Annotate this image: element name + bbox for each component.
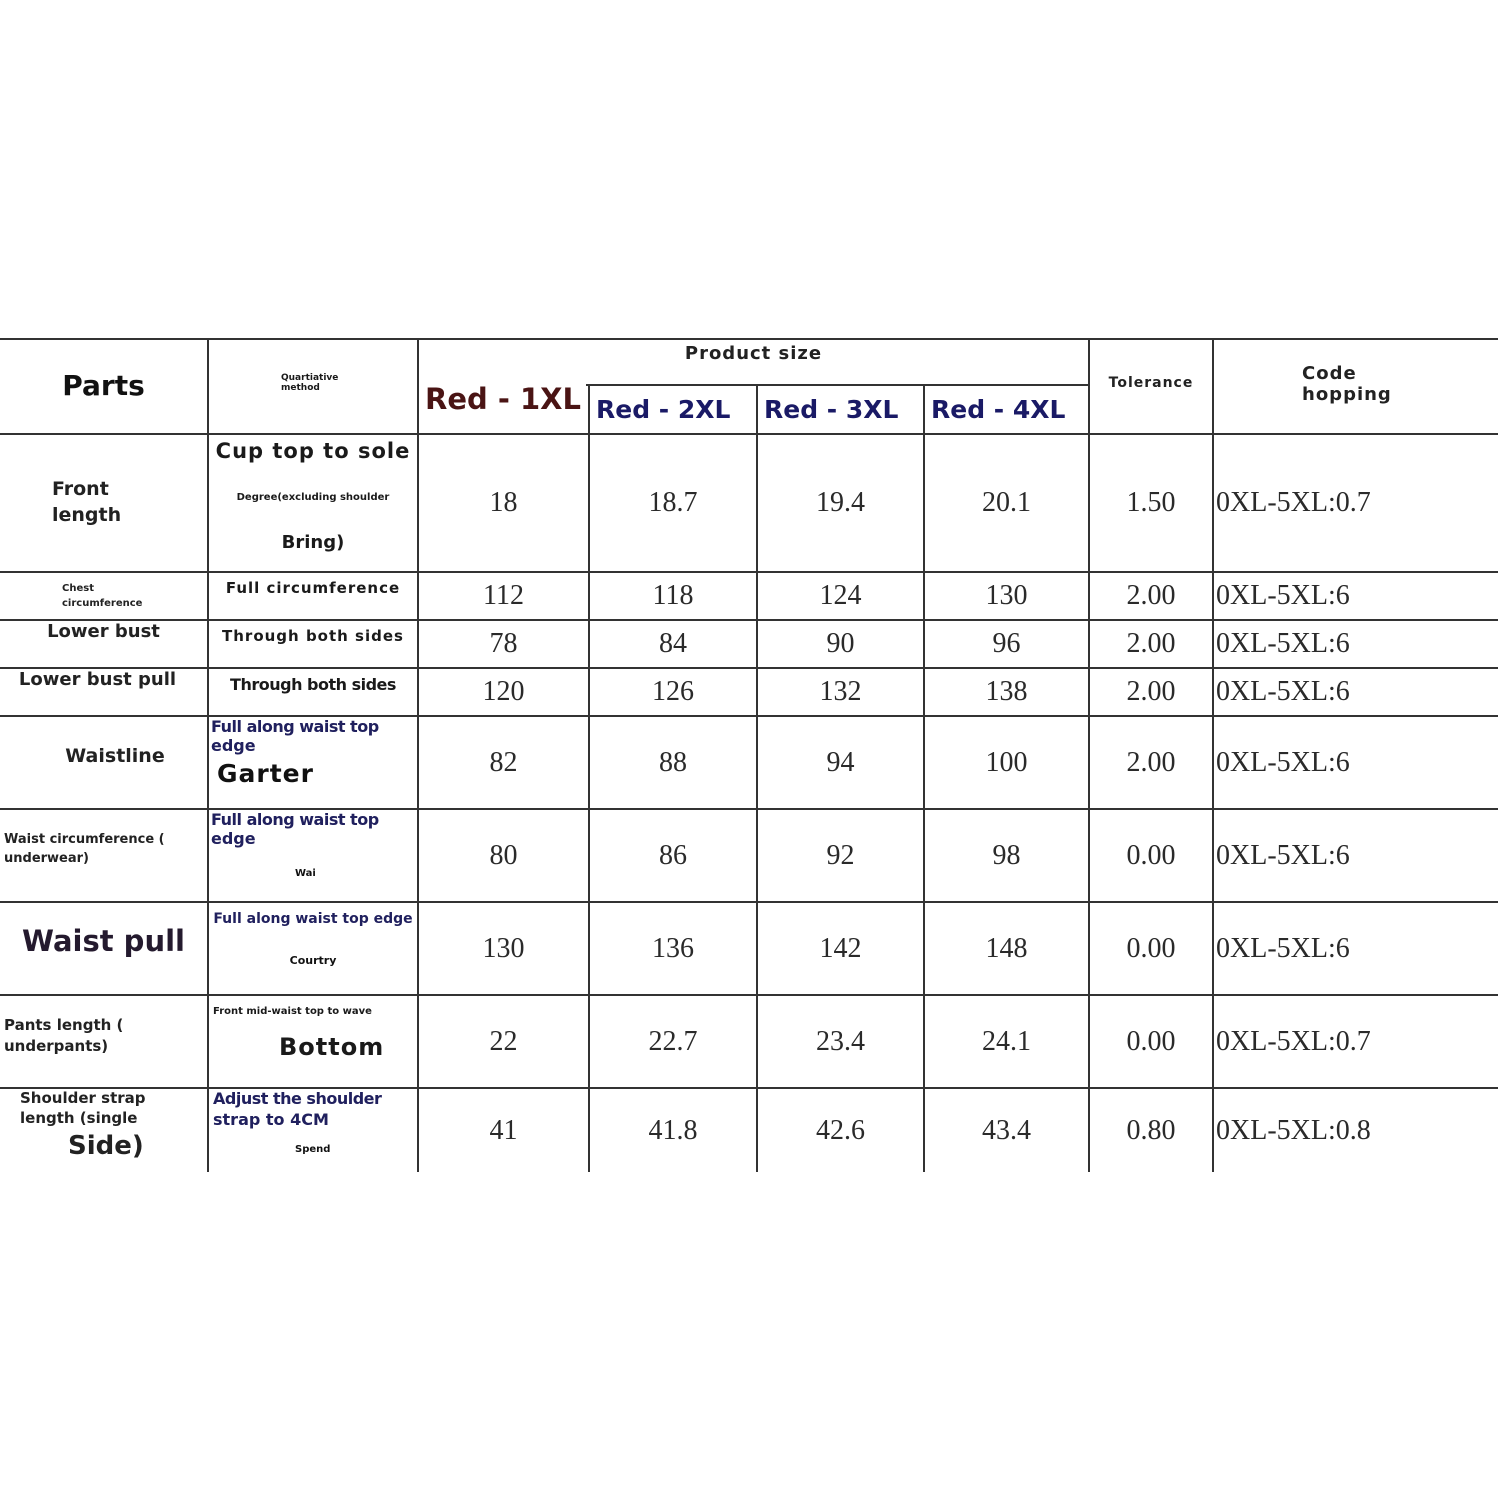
tolerance-cell	[1090, 903, 1212, 994]
header-code-label: hopping	[1302, 384, 1392, 405]
header-size-1xl	[419, 374, 586, 424]
value-text: 112	[483, 580, 524, 611]
value-cell	[590, 717, 756, 808]
part-shoulder-strap-length	[0, 1081, 207, 1172]
part-label: Lower bust pull	[18, 668, 177, 690]
method-pants-length	[209, 996, 417, 1087]
value-text: 92	[826, 839, 855, 871]
method-label: Garter	[217, 759, 314, 789]
value-text: 142	[819, 932, 862, 964]
value-cell	[419, 1089, 588, 1172]
value-text: 132	[819, 676, 862, 707]
value-cell	[590, 996, 756, 1087]
value-cell	[925, 669, 1088, 715]
value-cell	[590, 1089, 756, 1172]
value-cell	[925, 621, 1088, 667]
value-text: 138	[985, 676, 1028, 707]
code-text: 0XL-5XL:6	[1216, 580, 1350, 611]
tolerance-text: 1.50	[1126, 487, 1176, 518]
part-label: circumference	[62, 598, 143, 609]
method-waist-circumference	[209, 810, 417, 901]
value-text: 23.4	[816, 1025, 865, 1057]
method-label: Through both sides	[222, 627, 404, 645]
value-text: 43.4	[982, 1114, 1031, 1146]
header-method	[209, 358, 417, 408]
code-cell	[1214, 996, 1498, 1087]
value-text: 78	[489, 628, 518, 659]
tolerance-cell	[1090, 996, 1212, 1087]
method-lower-bust-pull	[209, 669, 417, 699]
code-text: 0XL-5XL:6	[1216, 676, 1350, 707]
value-text: 100	[985, 746, 1028, 778]
value-cell	[758, 810, 923, 901]
value-text: 130	[482, 932, 525, 964]
method-label: Wai	[295, 868, 316, 880]
value-text: 80	[489, 839, 518, 871]
value-cell	[925, 1089, 1088, 1172]
value-text: 136	[652, 932, 694, 964]
value-text: 96	[992, 628, 1021, 659]
tolerance-text: 2.00	[1126, 676, 1176, 707]
tolerance-cell	[1090, 435, 1212, 571]
header-parts-label: Parts	[62, 369, 145, 402]
method-label: Courtry	[289, 953, 337, 967]
part-waist-circumference	[0, 810, 207, 890]
size-label: Red - 3XL	[764, 394, 899, 424]
tolerance-text: 2.00	[1126, 580, 1176, 611]
code-text: 0XL-5XL:6	[1216, 628, 1350, 659]
value-text: 98	[992, 839, 1021, 871]
value-text: 18.7	[648, 487, 698, 518]
value-cell	[758, 903, 923, 994]
code-text: 0XL-5XL:0.8	[1216, 1114, 1371, 1146]
method-label: Full circumference	[225, 579, 401, 597]
value-cell	[925, 903, 1088, 994]
method-label: Bottom	[279, 1033, 385, 1061]
value-text: 41.8	[648, 1114, 698, 1146]
tolerance-cell	[1090, 621, 1212, 667]
code-cell	[1214, 1089, 1498, 1172]
value-text: 130	[985, 580, 1028, 611]
tolerance-text: 0.00	[1126, 1025, 1176, 1057]
part-label: Chest	[62, 583, 94, 594]
tolerance-text: 2.00	[1126, 746, 1176, 778]
part-lower-bust-pull	[0, 669, 195, 691]
value-text: 86	[659, 839, 687, 871]
value-cell	[590, 810, 756, 901]
method-waist-pull	[209, 903, 417, 994]
method-label: Spend	[295, 1143, 331, 1155]
part-waist-pull	[0, 903, 207, 981]
value-cell	[419, 996, 588, 1087]
code-cell	[1214, 621, 1498, 667]
value-cell	[758, 717, 923, 808]
method-label: Full along waist top	[211, 810, 379, 829]
part-front-length	[0, 435, 207, 571]
value-text: 20.1	[982, 487, 1031, 518]
value-cell	[419, 903, 588, 994]
value-cell	[419, 621, 588, 667]
value-text: 18	[489, 487, 518, 518]
code-cell	[1214, 573, 1498, 619]
code-cell	[1214, 435, 1498, 571]
value-text: 42.6	[816, 1114, 865, 1146]
tolerance-text: 2.00	[1126, 628, 1176, 659]
value-cell	[925, 435, 1088, 571]
size-label: Red - 4XL	[931, 394, 1066, 424]
method-label: Cup top to sole	[215, 439, 411, 463]
method-waistline	[209, 717, 417, 808]
method-label: Bring)	[281, 532, 345, 553]
method-front-length	[209, 435, 417, 571]
header-size-3xl	[758, 386, 923, 432]
part-lower-bust	[0, 621, 207, 643]
value-cell	[590, 669, 756, 715]
header-method-label: method	[281, 383, 320, 393]
part-label: length	[52, 504, 122, 526]
code-cell	[1214, 903, 1498, 994]
part-label: Waist circumference (	[4, 832, 165, 848]
part-chest-circumference	[0, 573, 207, 619]
header-product-size-label: Product size	[684, 342, 823, 364]
value-text: 88	[659, 746, 687, 778]
value-text: 84	[659, 628, 687, 659]
tolerance-cell	[1090, 1089, 1212, 1172]
code-cell	[1214, 810, 1498, 901]
code-text: 0XL-5XL:6	[1216, 839, 1350, 871]
value-cell	[590, 573, 756, 619]
tolerance-cell	[1090, 573, 1212, 619]
part-label: Side)	[68, 1131, 144, 1162]
tolerance-text: 0.00	[1126, 839, 1176, 871]
tolerance-cell	[1090, 669, 1212, 715]
value-text: 22	[489, 1025, 518, 1057]
value-text: 90	[826, 628, 855, 659]
method-label: strap to 4CM	[213, 1109, 329, 1129]
value-cell	[419, 810, 588, 901]
method-lower-bust	[209, 621, 417, 651]
value-cell	[590, 435, 756, 571]
value-text: 24.1	[982, 1025, 1031, 1057]
method-shoulder-strap-length	[209, 1089, 417, 1172]
size-label: Red - 1XL	[425, 382, 582, 416]
part-label: Waist pull	[22, 924, 185, 959]
value-cell	[758, 1089, 923, 1172]
size-label: Red - 2XL	[596, 394, 731, 424]
value-text: 148	[985, 932, 1028, 964]
header-tolerance	[1090, 338, 1212, 428]
part-label: Waistline	[65, 745, 165, 768]
value-cell	[419, 573, 588, 619]
header-code-label: Code	[1302, 363, 1357, 384]
value-cell	[590, 621, 756, 667]
value-cell	[925, 717, 1088, 808]
header-method-label: Quartiative	[281, 373, 339, 383]
method-label: Through both sides	[230, 674, 396, 694]
method-label: edge	[211, 829, 256, 849]
value-cell	[758, 435, 923, 571]
header-parts	[0, 338, 207, 433]
part-label: Pants length (	[4, 1016, 124, 1034]
value-cell	[925, 996, 1088, 1087]
part-label: Shoulder strap	[20, 1089, 146, 1108]
method-chest-circumference	[209, 573, 417, 603]
value-text: 120	[482, 676, 525, 707]
tolerance-cell	[1090, 810, 1212, 901]
method-label: Front mid-waist top to wave	[213, 1006, 372, 1017]
value-text: 124	[819, 580, 862, 611]
method-label: Degree(excluding shoulder	[236, 492, 390, 503]
part-waistline	[0, 717, 230, 797]
header-code-hopping	[1214, 356, 1444, 412]
code-text: 0XL-5XL:6	[1216, 932, 1350, 964]
value-cell	[925, 810, 1088, 901]
code-cell	[1214, 669, 1498, 715]
value-text: 19.4	[816, 487, 865, 518]
part-label: Front	[52, 478, 109, 501]
value-cell	[590, 903, 756, 994]
method-label: Full along waist top	[211, 717, 379, 736]
value-cell	[419, 717, 588, 808]
code-text: 0XL-5XL:0.7	[1216, 1025, 1371, 1057]
value-text: 126	[652, 676, 694, 707]
part-pants-length	[0, 996, 207, 1076]
tolerance-cell	[1090, 717, 1212, 808]
value-cell	[758, 621, 923, 667]
value-cell	[419, 435, 588, 571]
header-size-4xl	[925, 386, 1088, 432]
part-label: underpants)	[4, 1037, 109, 1055]
code-cell	[1214, 717, 1498, 808]
method-label: Full along waist top edge	[213, 911, 413, 927]
value-cell	[758, 573, 923, 619]
value-text: 82	[489, 746, 518, 778]
code-text: 0XL-5XL:0.7	[1216, 487, 1371, 518]
header-size-2xl	[590, 386, 756, 432]
method-label: edge	[211, 736, 256, 756]
value-text: 118	[652, 580, 694, 611]
value-cell	[758, 996, 923, 1087]
method-label: Adjust the shoulder	[213, 1089, 382, 1108]
size-chart-table	[0, 338, 1498, 1172]
part-label: Lower bust	[47, 620, 160, 642]
header-tolerance-label: Tolerance	[1108, 375, 1194, 391]
value-text: 41	[489, 1114, 518, 1146]
tolerance-text: 0.80	[1126, 1114, 1176, 1146]
value-text: 22.7	[648, 1025, 698, 1057]
part-label: underwear)	[4, 851, 89, 866]
value-cell	[925, 573, 1088, 619]
value-cell	[419, 669, 588, 715]
code-text: 0XL-5XL:6	[1216, 746, 1350, 778]
value-text: 94	[826, 746, 855, 778]
value-cell	[758, 669, 923, 715]
header-product-size	[419, 338, 1088, 368]
tolerance-text: 0.00	[1126, 932, 1176, 964]
part-label: length (single	[20, 1108, 138, 1127]
